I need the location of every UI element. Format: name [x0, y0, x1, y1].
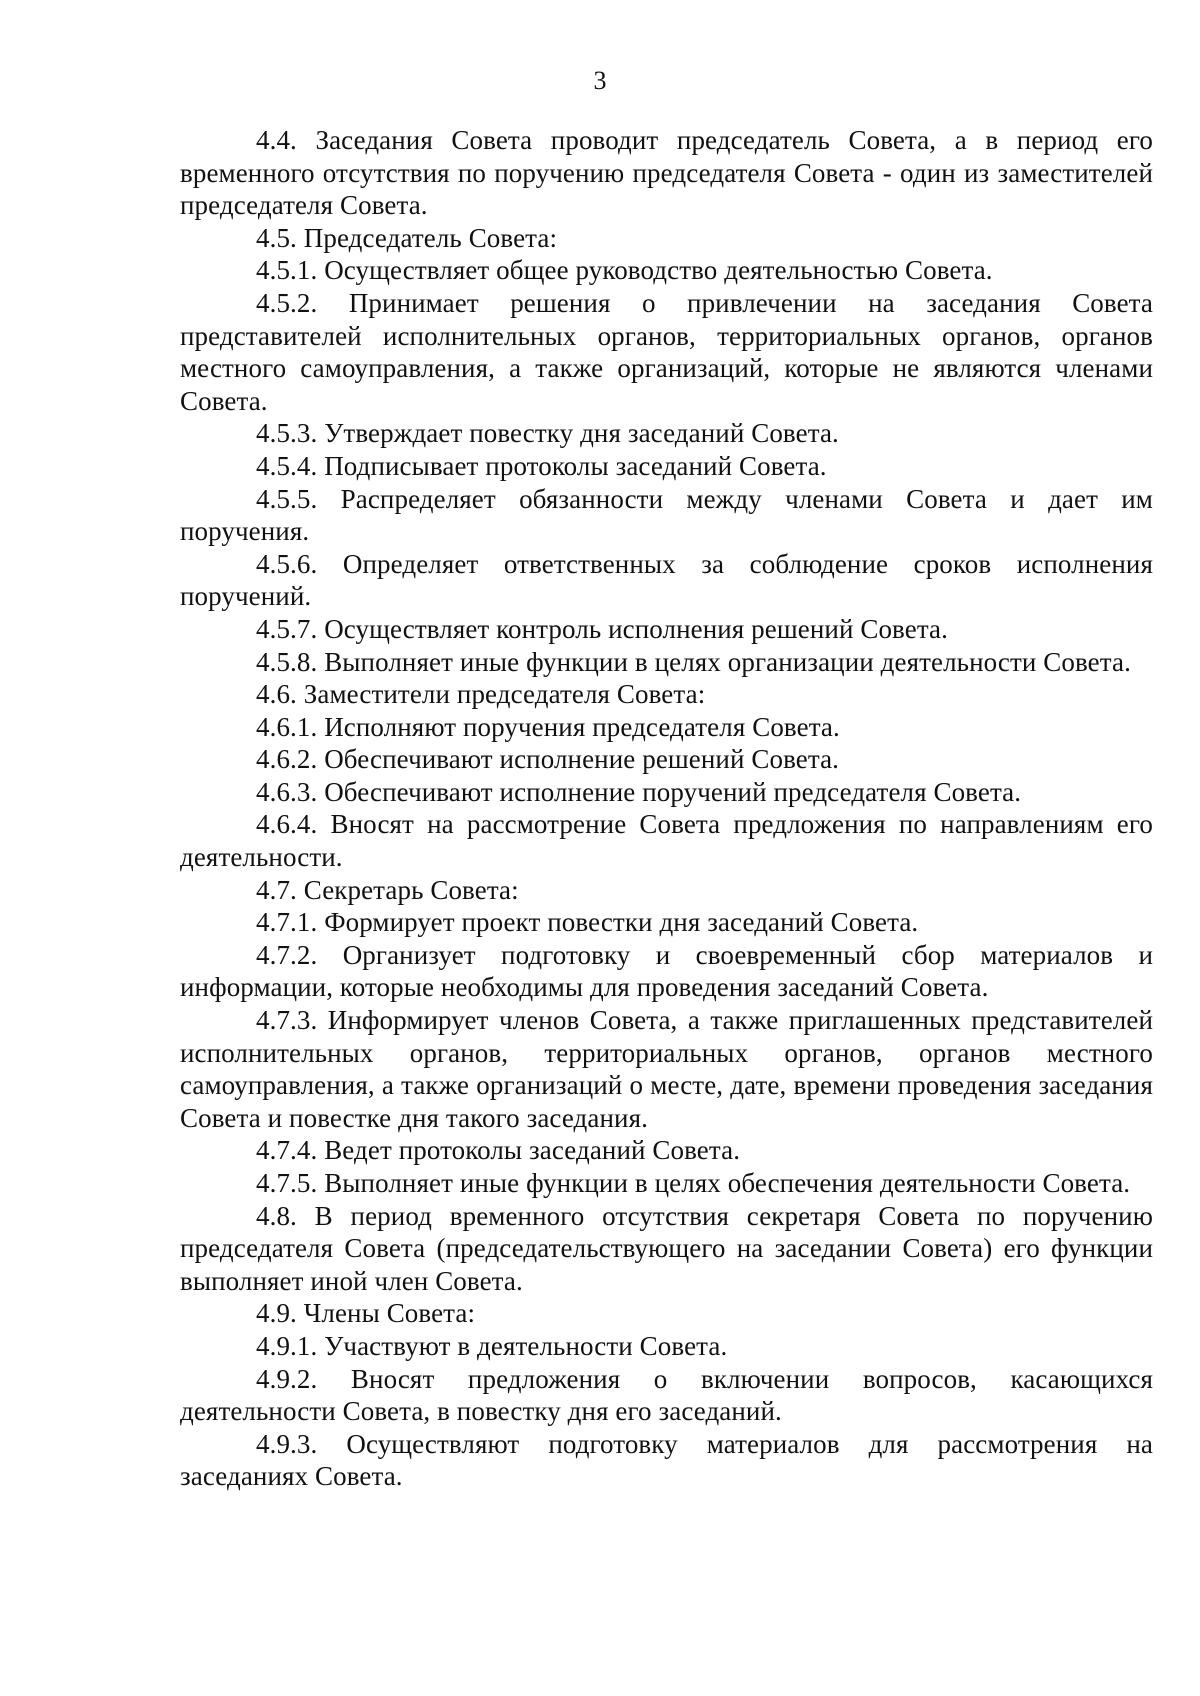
paragraph-4-6-3: 4.6.3. Обеспечивают исполнение поручений председателя Совета.: [256, 776, 1022, 807]
paragraph-4-5-8: 4.5.8. Выполняет иные функции в целях организации деятельности Совета.: [256, 646, 1131, 677]
paragraph-4-5-2: 4.5.2. Принимает решения о привлечении на заседания Совета представителей исполнительных органов, территориальных органов, органов местного самоуправления, а также организаций, которые не являются членами Совета.: [180, 287, 1153, 416]
paragraph-4-4: 4.4. Заседания Совета проводит председатель Совета, а в период его временного отсутствия по поручению председателя Совета - один из заместителей председателя Совета.: [180, 125, 1153, 221]
page-number: 3: [593, 66, 607, 95]
paragraph-4-6-2: 4.6.2. Обеспечивают исполнение решений Совета.: [256, 744, 840, 775]
paragraph-4-9-3: 4.9.3. Осуществляют подготовку материалов для рассмотрения на заседаниях Совета.: [180, 1428, 1153, 1492]
paragraph-4-9-1: 4.9.1. Участвуют в деятельности Совета.: [256, 1330, 728, 1361]
paragraph-4-5-6: 4.5.6. Определяет ответственных за соблюдение сроков исполнения поручений.: [180, 548, 1153, 612]
paragraph-4-7-2: 4.7.2. Организует подготовку и своевременный сбор материалов и информации, которые необходимы для проведения заседаний Совета.: [180, 939, 1153, 1003]
paragraph-4-5-7: 4.5.7. Осуществляет контроль исполнения решений Совета.: [256, 613, 948, 644]
paragraph-4-7-4: 4.7.4. Ведет протоколы заседаний Совета.: [256, 1135, 741, 1166]
paragraph-4-7: 4.7. Секретарь Совета:: [256, 874, 519, 905]
paragraph-4-5-1: 4.5.1. Осуществляет общее руководство деятельностью Совета.: [256, 255, 993, 286]
paragraph-4-9: 4.9. Члены Совета:: [256, 1298, 476, 1329]
paragraph-4-6: 4.6. Заместители председателя Совета:: [256, 679, 706, 710]
paragraph-4-7-3: 4.7.3. Информирует членов Совета, а также приглашенных представителей исполнительных органов, территориальных органов, органов местного самоуправления, а также организаций о месте, дате, времени проведения заседания Совета и повестке дня такого заседания.: [180, 1005, 1153, 1133]
paragraph-4-6-4: 4.6.4. Вносят на рассмотрение Совета предложения по направлениям его деятельности.: [180, 809, 1153, 873]
paragraph-4-5-4: 4.5.4. Подписывает протоколы заседаний Совета.: [256, 450, 827, 481]
paragraph-4-5-3: 4.5.3. Утверждает повестку дня заседаний Совета.: [256, 418, 839, 449]
paragraph-4-9-2: 4.9.2. Вносят предложения о включении вопросов, касающихся деятельности Совета, в повестку дня его заседаний.: [180, 1363, 1153, 1427]
paragraph-4-7-1: 4.7.1. Формирует проект повестки дня заседаний Совета.: [256, 907, 919, 938]
paragraph-4-8: 4.8. В период временного отсутствия секретаря Совета по поручению председателя Совета (председательствующего на заседании Совета) его функции выполняет иной член Совета.: [180, 1200, 1153, 1296]
document-body: [180, 124, 1153, 1493]
paragraph-4-6-1: 4.6.1. Исполняют поручения председателя Совета.: [256, 711, 840, 742]
paragraph-4-5: 4.5. Председатель Совета:: [256, 222, 558, 253]
paragraph-4-7-5: 4.7.5. Выполняет иные функции в целях обеспечения деятельности Совета.: [256, 1168, 1131, 1198]
paragraph-4-5-5: 4.5.5. Распределяет обязанности между членами Совета и дает им поручения.: [180, 483, 1153, 547]
